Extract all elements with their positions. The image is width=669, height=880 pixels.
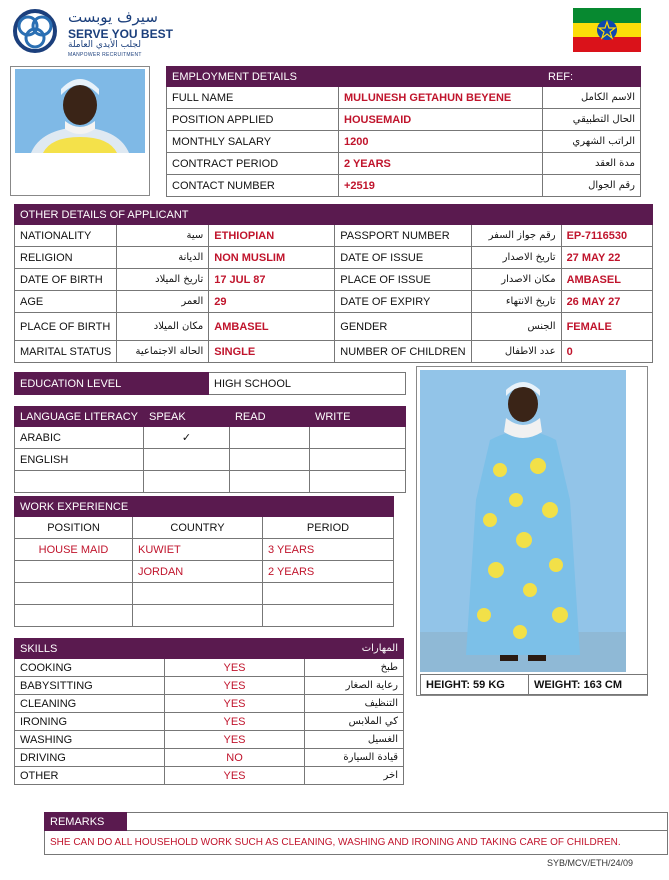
- remarks-header-blank: [127, 813, 668, 831]
- language-row: [15, 471, 406, 493]
- language-header: LANGUAGE LITERACY: [15, 407, 144, 427]
- gender-label: GENDER: [335, 313, 471, 341]
- language-row: [15, 449, 406, 471]
- skills-header: SKILLS: [15, 639, 305, 659]
- expiry-arabic: تاريخ الانتهاء: [471, 291, 561, 313]
- skill-arabic: رعاية الصغار: [305, 677, 404, 695]
- skill-arabic: قيادة السيارة: [305, 749, 404, 767]
- work-header-row: [15, 497, 394, 517]
- nationality-value: ETHIOPIAN: [209, 225, 335, 247]
- reference-code: SYB/MCV/ETH/24/09: [547, 858, 634, 868]
- other-details-header: OTHER DETAILS OF APPLICANT: [15, 205, 335, 225]
- ethiopia-flag-icon: [573, 8, 641, 52]
- position-label: POSITION APPLIED: [167, 109, 339, 131]
- work-experience-table: [14, 496, 394, 627]
- logo-arabic-name: سيرف يوبست: [68, 8, 158, 26]
- skill-arabic: اخر: [305, 767, 404, 785]
- skills-header-row: [15, 639, 404, 659]
- work-country: [133, 605, 263, 627]
- logo-tagline: MANPOWER RECRUITMENT: [68, 52, 142, 58]
- work-position: HOUSE MAID: [15, 539, 133, 561]
- passport-value: EP-7116530: [561, 225, 652, 247]
- expiry-label: DATE OF EXPIRY: [335, 291, 471, 313]
- age-arabic: العمر: [117, 291, 209, 313]
- skill-name: OTHER: [15, 767, 165, 785]
- skill-row: [15, 749, 404, 767]
- marital-value: SINGLE: [209, 341, 335, 363]
- full-name-label: FULL NAME: [167, 87, 339, 109]
- passport-label: PASSPORT NUMBER: [335, 225, 471, 247]
- salary-value: 1200: [339, 131, 543, 153]
- expiry-value: 26 MAY 27: [561, 291, 652, 313]
- language-name: ARABIC: [15, 427, 144, 449]
- work-row: [15, 539, 394, 561]
- employment-row: [167, 131, 641, 153]
- religion-arabic: الديانة: [117, 247, 209, 269]
- skill-arabic: الغسيل: [305, 731, 404, 749]
- religion-value: NON MUSLIM: [209, 247, 335, 269]
- marital-arabic: الحالة الاجتماعية: [117, 341, 209, 363]
- marital-label: MARITAL STATUS: [15, 341, 117, 363]
- write-cell: [309, 427, 405, 449]
- read-header: READ: [229, 407, 309, 427]
- remarks-header: REMARKS: [45, 813, 127, 831]
- remarks-table: [44, 812, 668, 855]
- skill-row: [15, 677, 404, 695]
- read-cell: [229, 427, 309, 449]
- other-row: [15, 225, 653, 247]
- language-name: [15, 471, 144, 493]
- nationality-label: NATIONALITY: [15, 225, 117, 247]
- other-row: [15, 247, 653, 269]
- write-header: WRITE: [309, 407, 405, 427]
- applicant-portrait: [10, 66, 150, 196]
- other-details-table: [14, 204, 653, 363]
- skill-name: BABYSITTING: [15, 677, 165, 695]
- logo-english-name: SERVE YOU BEST: [68, 27, 173, 41]
- work-row: [15, 605, 394, 627]
- birth-place-arabic: مكان الميلاد: [117, 313, 209, 341]
- contract-value: 2 YEARS: [339, 153, 543, 175]
- write-cell: [309, 449, 405, 471]
- education-table: [14, 372, 406, 395]
- children-label: NUMBER OF CHILDREN: [335, 341, 471, 363]
- applicant-full-photo: [420, 370, 626, 672]
- skill-value: YES: [165, 659, 305, 677]
- ref-label: REF:: [543, 67, 641, 87]
- other-row: [15, 269, 653, 291]
- issue-place-label: PLACE OF ISSUE: [335, 269, 471, 291]
- work-country: KUWIET: [133, 539, 263, 561]
- skill-name: COOKING: [15, 659, 165, 677]
- skill-value: YES: [165, 695, 305, 713]
- skill-value: YES: [165, 677, 305, 695]
- skill-row: [15, 731, 404, 749]
- issue-date-label: DATE OF ISSUE: [335, 247, 471, 269]
- gender-value: FEMALE: [561, 313, 652, 341]
- work-period: [263, 583, 394, 605]
- skill-row: [15, 695, 404, 713]
- skill-arabic: التنظيف: [305, 695, 404, 713]
- speak-cell: [143, 471, 229, 493]
- skill-value: YES: [165, 767, 305, 785]
- skills-header-arabic: المهارات: [305, 639, 404, 659]
- employment-details-table: [166, 66, 641, 197]
- issue-place-arabic: مكان الاصدار: [471, 269, 561, 291]
- read-cell: [229, 449, 309, 471]
- issue-date-arabic: تاريخ الاصدار: [471, 247, 561, 269]
- employment-row: [167, 87, 641, 109]
- dob-value: 17 JUL 87: [209, 269, 335, 291]
- work-position: [15, 561, 133, 583]
- work-period: [263, 605, 394, 627]
- contract-arabic: مدة العقد: [543, 153, 641, 175]
- birth-place-label: PLACE OF BIRTH: [15, 313, 117, 341]
- contact-label: CONTACT NUMBER: [167, 175, 339, 197]
- skill-name: IRONING: [15, 713, 165, 731]
- position-value: HOUSEMAID: [339, 109, 543, 131]
- other-header-row: [15, 205, 653, 225]
- language-table: [14, 406, 406, 493]
- physical-table: [420, 674, 648, 695]
- work-position: [15, 605, 133, 627]
- skill-value: NO: [165, 749, 305, 767]
- remarks-header-row: [45, 813, 668, 831]
- dob-label: DATE OF BIRTH: [15, 269, 117, 291]
- other-row: [15, 291, 653, 313]
- contact-arabic: رقم الجوال: [543, 175, 641, 197]
- speak-cell: [143, 449, 229, 471]
- language-header-row: [15, 407, 406, 427]
- period-column: PERIOD: [263, 517, 394, 539]
- skill-value: YES: [165, 713, 305, 731]
- write-cell: [309, 471, 405, 493]
- children-arabic: عدد الاطفال: [471, 341, 561, 363]
- speak-header: SPEAK: [143, 407, 229, 427]
- work-period: 2 YEARS: [263, 561, 394, 583]
- height-value: HEIGHT: 59 KG: [421, 675, 529, 695]
- passport-arabic: رقم جواز السفر: [471, 225, 561, 247]
- employment-row: [167, 109, 641, 131]
- physical-row: [421, 675, 648, 695]
- contract-label: CONTRACT PERIOD: [167, 153, 339, 175]
- employment-header: EMPLOYMENT DETAILS: [167, 67, 543, 87]
- skill-arabic: كي الملابس: [305, 713, 404, 731]
- position-column: POSITION: [15, 517, 133, 539]
- work-country: [133, 583, 263, 605]
- skill-value: YES: [165, 731, 305, 749]
- position-arabic: الحال التطبيقي: [543, 109, 641, 131]
- dob-arabic: تاريخ الميلاد: [117, 269, 209, 291]
- skill-name: WASHING: [15, 731, 165, 749]
- remarks-text: SHE CAN DO ALL HOUSEHOLD WORK SUCH AS CLEANING, WASHING AND IRONING AND TAKING CARE OF CHILDREN.: [45, 831, 668, 855]
- country-column: COUNTRY: [133, 517, 263, 539]
- weight-value: WEIGHT: 163 CM: [528, 675, 647, 695]
- education-value: HIGH SCHOOL: [209, 373, 406, 395]
- contact-value: +2519: [339, 175, 543, 197]
- speak-check-icon: ✓: [143, 427, 229, 449]
- employment-row: [167, 175, 641, 197]
- skill-name: DRIVING: [15, 749, 165, 767]
- work-experience-header: WORK EXPERIENCE: [15, 497, 394, 517]
- skill-arabic: طبخ: [305, 659, 404, 677]
- children-value: 0: [561, 341, 652, 363]
- other-row: [15, 313, 653, 341]
- work-position: [15, 583, 133, 605]
- language-name: ENGLISH: [15, 449, 144, 471]
- issue-date-value: 27 MAY 22: [561, 247, 652, 269]
- read-cell: [229, 471, 309, 493]
- agency-logo: [12, 8, 182, 60]
- education-row: [15, 373, 406, 395]
- skill-row: [15, 767, 404, 785]
- remarks-row: [45, 831, 668, 855]
- logo-arabic-subtitle: لجلب الأيدي العاملة: [68, 40, 141, 50]
- language-row: [15, 427, 406, 449]
- employment-header-row: [167, 67, 641, 87]
- birth-place-value: AMBASEL: [209, 313, 335, 341]
- full-name-value: MULUNESH GETAHUN BEYENE: [339, 87, 543, 109]
- work-row: [15, 561, 394, 583]
- full-name-arabic: الاسم الكامل: [543, 87, 641, 109]
- portrait-image: [11, 67, 149, 195]
- work-period: 3 YEARS: [263, 539, 394, 561]
- full-photo-image: [420, 370, 626, 672]
- age-value: 29: [209, 291, 335, 313]
- salary-arabic: الراتب الشهري: [543, 131, 641, 153]
- skill-row: [15, 659, 404, 677]
- religion-label: RELIGION: [15, 247, 117, 269]
- skill-name: CLEANING: [15, 695, 165, 713]
- skill-row: [15, 713, 404, 731]
- logo-knot-icon: [12, 8, 58, 54]
- skills-table: [14, 638, 404, 785]
- work-columns-row: [15, 517, 394, 539]
- education-label: EDUCATION LEVEL: [15, 373, 209, 395]
- other-header-blank: [335, 205, 653, 225]
- other-row: [15, 341, 653, 363]
- work-row: [15, 583, 394, 605]
- gender-arabic: الجنس: [471, 313, 561, 341]
- work-country: JORDAN: [133, 561, 263, 583]
- age-label: AGE: [15, 291, 117, 313]
- nationality-arabic: سية: [117, 225, 209, 247]
- employment-row: [167, 153, 641, 175]
- salary-label: MONTHLY SALARY: [167, 131, 339, 153]
- issue-place-value: AMBASEL: [561, 269, 652, 291]
